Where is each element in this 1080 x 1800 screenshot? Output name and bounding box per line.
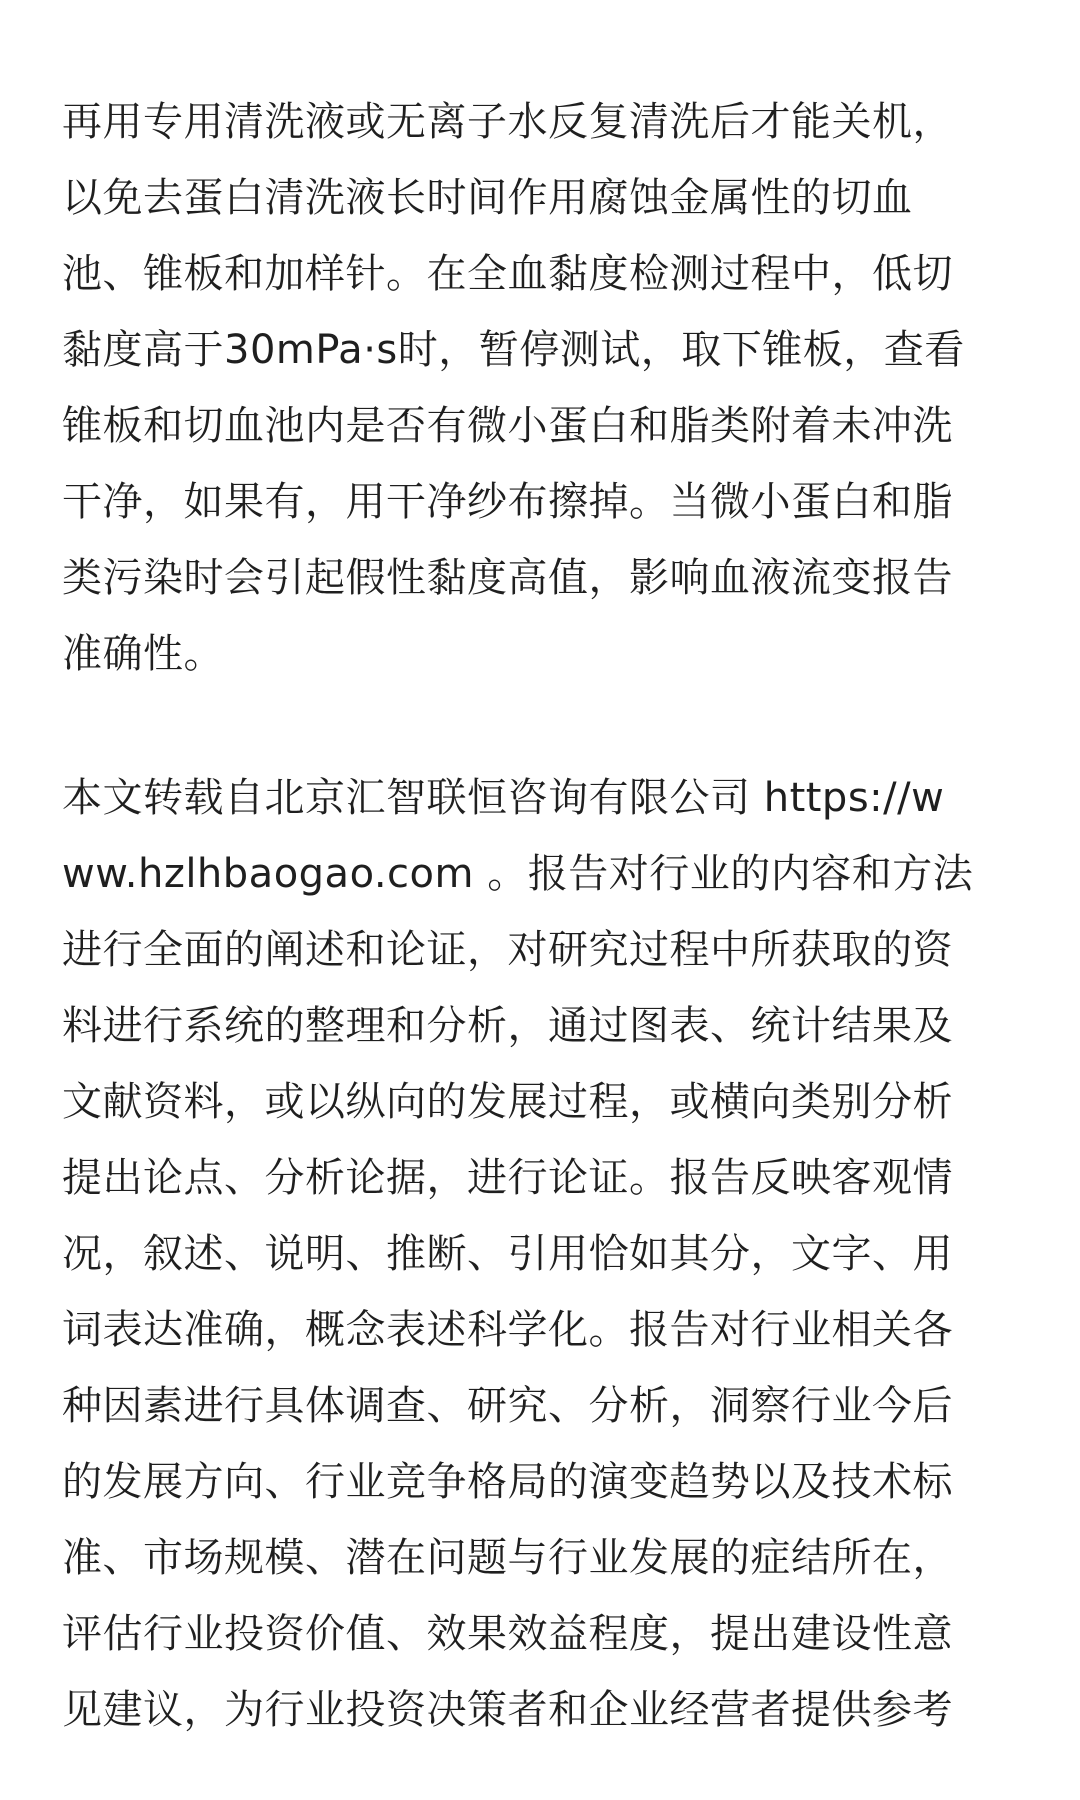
text-line: 黏度高于30mPa·s时，暂停测试，取下锥板，查看: [62, 327, 965, 373]
text-line: 料进行系统的整理和分析，通过图表、统计结果及: [62, 1003, 953, 1049]
text-line: 池、锥板和加样针。在全血黏度检测过程中，低切: [62, 251, 953, 297]
text-line: 准确性。: [62, 631, 224, 677]
text-line: 本文转载自北京汇智联恒咨询有限公司 https://w: [62, 775, 945, 821]
paragraph-source-and-report: [62, 760, 1022, 1748]
text-line: 况，叙述、说明、推断、引用恰如其分，文字、用: [62, 1231, 953, 1277]
text-line: 提出论点、分析论据，进行论证。报告反映客观情: [62, 1155, 953, 1201]
text-line: 锥板和切血池内是否有微小蛋白和脂类附着未冲洗: [62, 403, 953, 449]
text-line: 以免去蛋白清洗液长时间作用腐蚀金属性的切血: [62, 175, 913, 221]
text-line: 词表达准确，概念表述科学化。报告对行业相关各: [62, 1307, 953, 1353]
text-line: 类污染时会引起假性黏度高值，影响血液流变报告: [62, 555, 953, 601]
article-body: [62, 84, 1022, 1748]
text-line: 进行全面的阐述和论证，对研究过程中所获取的资: [62, 927, 953, 973]
text-line: 文献资料，或以纵向的发展过程，或横向类别分析: [62, 1079, 953, 1125]
text-line: 的发展方向、行业竞争格局的演变趋势以及技术标: [62, 1459, 953, 1505]
text-line: 干净，如果有，用干净纱布擦掉。当微小蛋白和脂: [62, 479, 953, 525]
text-line: 准、市场规模、潜在问题与行业发展的症结所在，: [62, 1535, 953, 1581]
paragraph-cleaning-procedure: [62, 84, 1022, 692]
text-line: 见建议，为行业投资决策者和企业经营者提供参考: [62, 1687, 953, 1733]
text-line: 种因素进行具体调查、研究、分析，洞察行业今后: [62, 1383, 953, 1429]
paragraph-spacer: [62, 692, 1022, 760]
text-line: ww.hzlhbaogao.com 。报告对行业的内容和方法: [62, 851, 974, 897]
text-line: 再用专用清洗液或无离子水反复清洗后才能关机，: [62, 99, 953, 145]
text-line: 评估行业投资价值、效果效益程度，提出建设性意: [62, 1611, 953, 1657]
